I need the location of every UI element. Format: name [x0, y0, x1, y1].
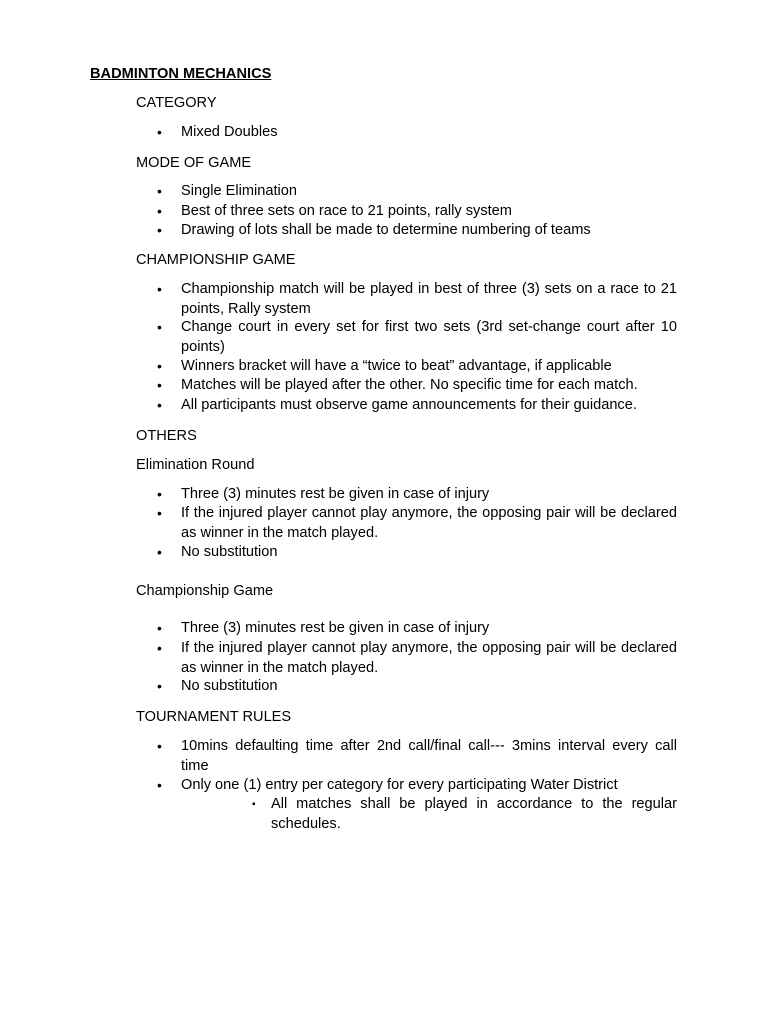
bullet-icon: •	[157, 397, 162, 413]
list-item: Mixed Doubles	[181, 124, 278, 140]
document-title: BADMINTON MECHANICS	[90, 66, 272, 82]
list-item: All participants must observe game announcements for their guidance.	[181, 397, 637, 413]
bullet-icon: •	[157, 203, 162, 219]
list-item: Drawing of lots shall be made to determine numbering of teams	[181, 222, 591, 238]
list-item: Best of three sets on race to 21 points, rally system	[181, 203, 512, 219]
list-item: Winners bracket will have a “twice to beat” advantage, if applicable	[181, 358, 612, 374]
bullet-icon: •	[157, 358, 162, 374]
bullet-icon: •	[157, 678, 162, 694]
section-heading-others: OTHERS	[136, 428, 197, 444]
bullet-icon: •	[157, 544, 162, 560]
bullet-icon: •	[157, 738, 162, 754]
square-bullet-icon: ▪	[252, 799, 256, 810]
bullet-icon: •	[157, 319, 162, 335]
list-item: Single Elimination	[181, 183, 298, 199]
subsection-heading-championship-game: Championship Game	[136, 583, 274, 599]
list-item: Change court in every set for first two sets (3rd set-change court after 10 points)	[181, 319, 677, 355]
list-item: Three (3) minutes rest be given in case of injury	[181, 620, 490, 636]
subsection-heading-elimination: Elimination Round	[136, 457, 255, 473]
sub-list-item: All matches shall be played in accordance to the regular schedules.	[271, 796, 677, 832]
list-item: No substitution	[181, 678, 278, 694]
bullet-icon: •	[157, 777, 162, 793]
bullet-icon: •	[157, 281, 162, 297]
list-item: Only one (1) entry per category for every participating Water District	[181, 777, 618, 793]
section-heading-championship: CHAMPIONSHIP GAME	[136, 252, 296, 268]
list-item: Matches will be played after the other. No specific time for each match.	[181, 377, 638, 393]
list-item: Three (3) minutes rest be given in case of injury	[181, 486, 490, 502]
list-item: If the injured player cannot play anymore, the opposing pair will be declared as winner in the match played.	[181, 640, 677, 676]
bullet-icon: •	[157, 377, 162, 393]
bullet-icon: •	[157, 640, 162, 656]
list-item: 10mins defaulting time after 2nd call/final call--- 3mins interval every call time	[181, 738, 677, 774]
bullet-icon: •	[157, 620, 162, 636]
list-item: If the injured player cannot play anymore, the opposing pair will be declared as winner in the match played.	[181, 505, 677, 541]
section-heading-tournament: TOURNAMENT RULES	[136, 709, 292, 725]
bullet-icon: •	[157, 183, 162, 199]
bullet-icon: •	[157, 124, 162, 140]
bullet-icon: •	[157, 222, 162, 238]
section-heading-category: CATEGORY	[136, 95, 217, 111]
bullet-icon: •	[157, 486, 162, 502]
section-heading-mode: MODE OF GAME	[136, 155, 252, 171]
list-item: Championship match will be played in best of three (3) sets on a race to 21 points, Rally system	[181, 281, 677, 317]
list-item: No substitution	[181, 544, 278, 560]
bullet-icon: •	[157, 505, 162, 521]
